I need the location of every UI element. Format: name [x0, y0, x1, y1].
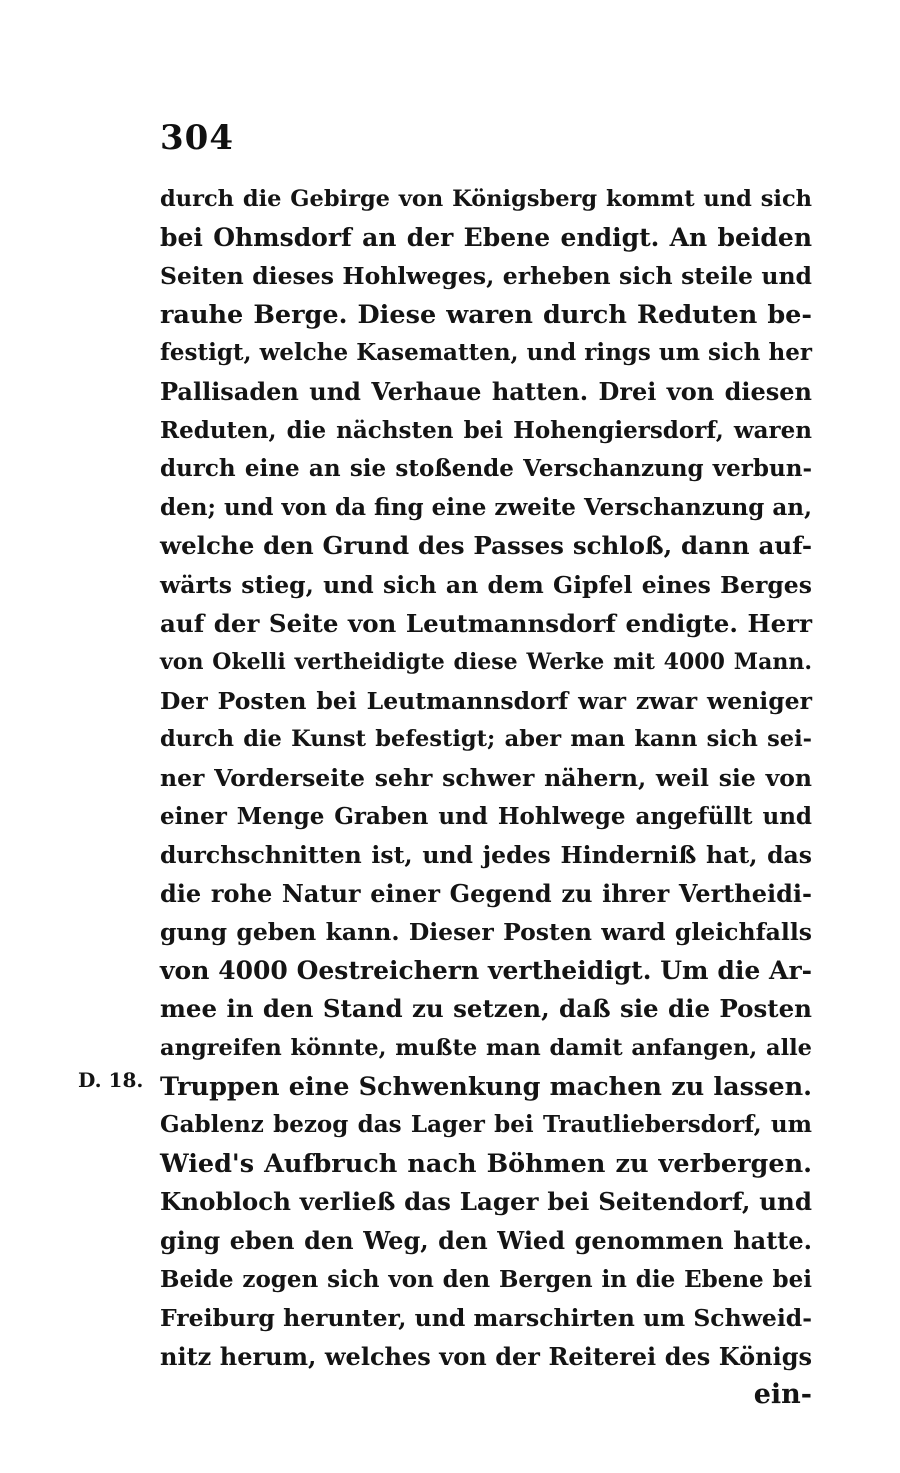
- text-line: durch die Kunst befestigt; aber man kann sich sei-: [160, 726, 812, 753]
- margin-date-note: D. 18.: [78, 1068, 144, 1092]
- text-line: Knobloch verließ das Lager bei Seitendorf, und: [160, 1187, 812, 1217]
- text-line: bei Ohmsdorf an der Ebene endigt. An beiden: [160, 222, 812, 252]
- text-line: durchschnitten ist, und jedes Hinderniß hat, das: [160, 841, 812, 870]
- text-line: welche den Grund des Passes schloß, dann auf-: [160, 531, 812, 561]
- text-line: angreifen könnte, mußte man damit anfangen, alle: [160, 1035, 812, 1062]
- text-line: Pallisaden und Verhaue hatten. Drei von diesen: [160, 376, 812, 406]
- body-text: [160, 180, 812, 1415]
- text-line: nitz herum, welches von der Reiterei des Königs: [160, 1341, 812, 1371]
- text-line: rauhe Berge. Diese waren durch Reduten be-: [160, 299, 812, 330]
- catchword: ein-: [753, 1379, 812, 1411]
- text-line: mee in den Stand zu setzen, daß sie die Posten: [160, 994, 812, 1024]
- text-line: ner Vorderseite sehr schwer nähern, weil sie von: [160, 763, 812, 792]
- page-number: 304: [160, 118, 234, 158]
- text-line: auf der Seite von Leutmannsdorf endigte. Herr: [160, 608, 812, 638]
- text-line: von 4000 Oestreichern vertheidigt. Um die Ar-: [160, 955, 812, 985]
- text-line: festigt, welche Kasematten, und rings um sich her: [160, 339, 812, 367]
- text-line: den; und von da fing eine zweite Verschanzung an,: [160, 493, 812, 521]
- text-line: ging eben den Weg, den Wied genommen hatte.: [160, 1226, 812, 1256]
- text-line: Wied's Aufbruch nach Böhmen zu verbergen.: [160, 1148, 812, 1179]
- text-line: durch eine an sie stoßende Verschanzung verbun-: [160, 455, 812, 483]
- text-line: von Okelli vertheidigte diese Werke mit 4000 Mann.: [160, 649, 812, 676]
- text-line: Truppen eine Schwenkung machen zu lassen.: [160, 1071, 812, 1102]
- text-line: die rohe Natur einer Gegend zu ihrer Vertheidi-: [160, 878, 812, 908]
- text-line: Freiburg herunter, und marschirten um Schweid-: [160, 1304, 812, 1333]
- text-line: Der Posten bei Leutmannsdorf war zwar weniger: [160, 686, 812, 715]
- text-line: wärts stieg, und sich an dem Gipfel eines Berges: [160, 570, 812, 599]
- text-line: Beide zogen sich von den Bergen in die Ebene bei: [160, 1265, 812, 1293]
- text-line: durch die Gebirge von Königsberg kommt und sich: [160, 186, 812, 212]
- text-line: Gablenz bezog das Lager bei Trautliebersdorf, um: [160, 1111, 812, 1139]
- text-line: gung geben kann. Dieser Posten ward gleichfalls: [160, 918, 812, 947]
- text-line: Seiten dieses Hohlweges, erheben sich steile und: [160, 262, 812, 291]
- text-line: Reduten, die nächsten bei Hohengiersdorf, waren: [160, 416, 812, 444]
- text-line: einer Menge Graben und Hohlwege angefüllt und: [160, 802, 812, 830]
